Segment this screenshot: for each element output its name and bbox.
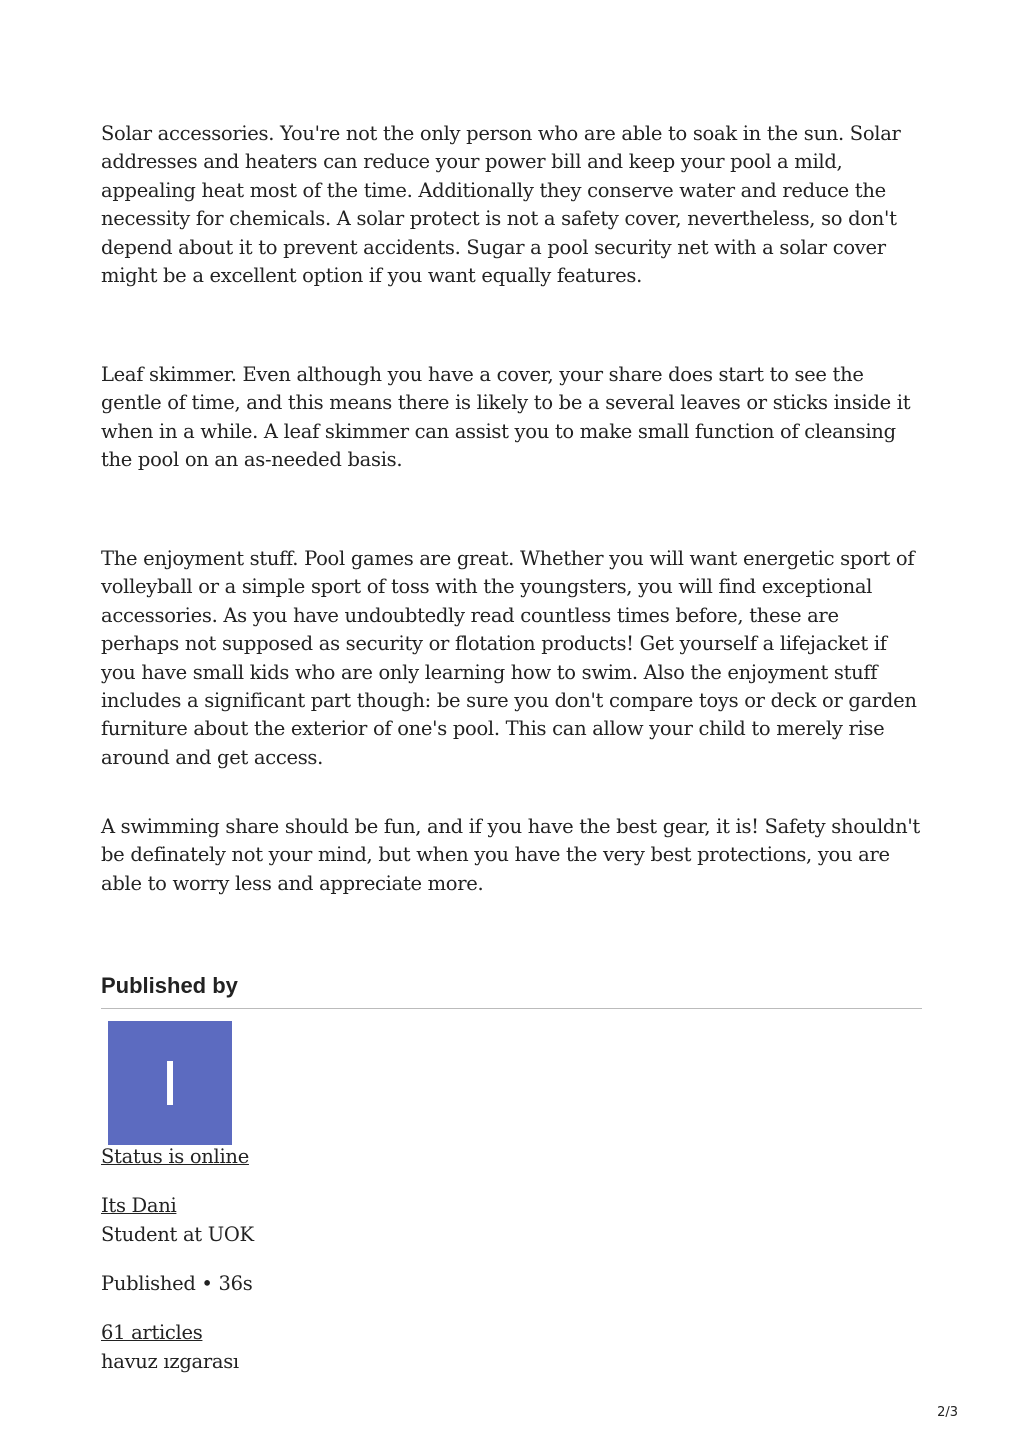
status-link[interactable]: Status is online	[101, 1145, 249, 1168]
avatar[interactable]	[108, 1021, 232, 1145]
status-line	[101, 1143, 249, 1171]
articles-line	[101, 1319, 202, 1347]
section-divider	[101, 1008, 922, 1009]
paragraph-solar-accessories: Solar accessories. You're not the only person who are able to soak in the sun. Solar addresses and heaters can reduce your power bill and keep your pool a mild, appealing heat most of the time. Additionally they conserve water and reduce the necessity for chemicals. A solar protect is not a safety cover, nevertheless, so don't depend about it to prevent accidents. Sugar a pool security net with a solar cover might be a excellent option if you want equally features.	[101, 122, 901, 288]
paragraph-enjoyment-stuff: The enjoyment stuff. Pool games are great. Whether you will want energetic sport of volleyball or a simple sport of toss with the youngsters, you will find exceptional accessories. As you have undoubtedly read countless times before, these are perhaps not supposed as security or flotation products! Get yourself a lifejacket if you have small kids who are only learning how to swim. Also the enjoyment stuff includes a significant part though: be sure you don't compare toys or deck or garden furniture about the exterior of one's pool. This can allow your child to merely rise around and get access.	[101, 547, 917, 769]
author-line	[101, 1192, 176, 1220]
published-time: Published • 36s	[101, 1272, 253, 1295]
articles-count-link[interactable]: 61 articles	[101, 1321, 203, 1344]
author-role: Student at UOK	[101, 1223, 254, 1246]
avatar-letter: I	[161, 1047, 179, 1119]
paragraph-conclusion: A swimming share should be fun, and if you have the best gear, it is! Safety shouldn't be definately not your mind, but when you have the very best protections, you are able to worry less and appreciate more.	[101, 815, 920, 895]
tag-text: havuz ızgarası	[101, 1350, 239, 1373]
author-name-link[interactable]: Its Dani	[101, 1194, 177, 1217]
page-number: 2/3	[937, 1405, 958, 1420]
published-by-heading: Published by	[101, 973, 238, 998]
paragraph-leaf-skimmer: Leaf skimmer. Even although you have a cover, your share does start to see the gentle of time, and this means there is likely to be a several leaves or sticks inside it when in a while. A leaf skimmer can assist you to make small function of cleansing the pool on an as-needed basis.	[101, 363, 911, 472]
